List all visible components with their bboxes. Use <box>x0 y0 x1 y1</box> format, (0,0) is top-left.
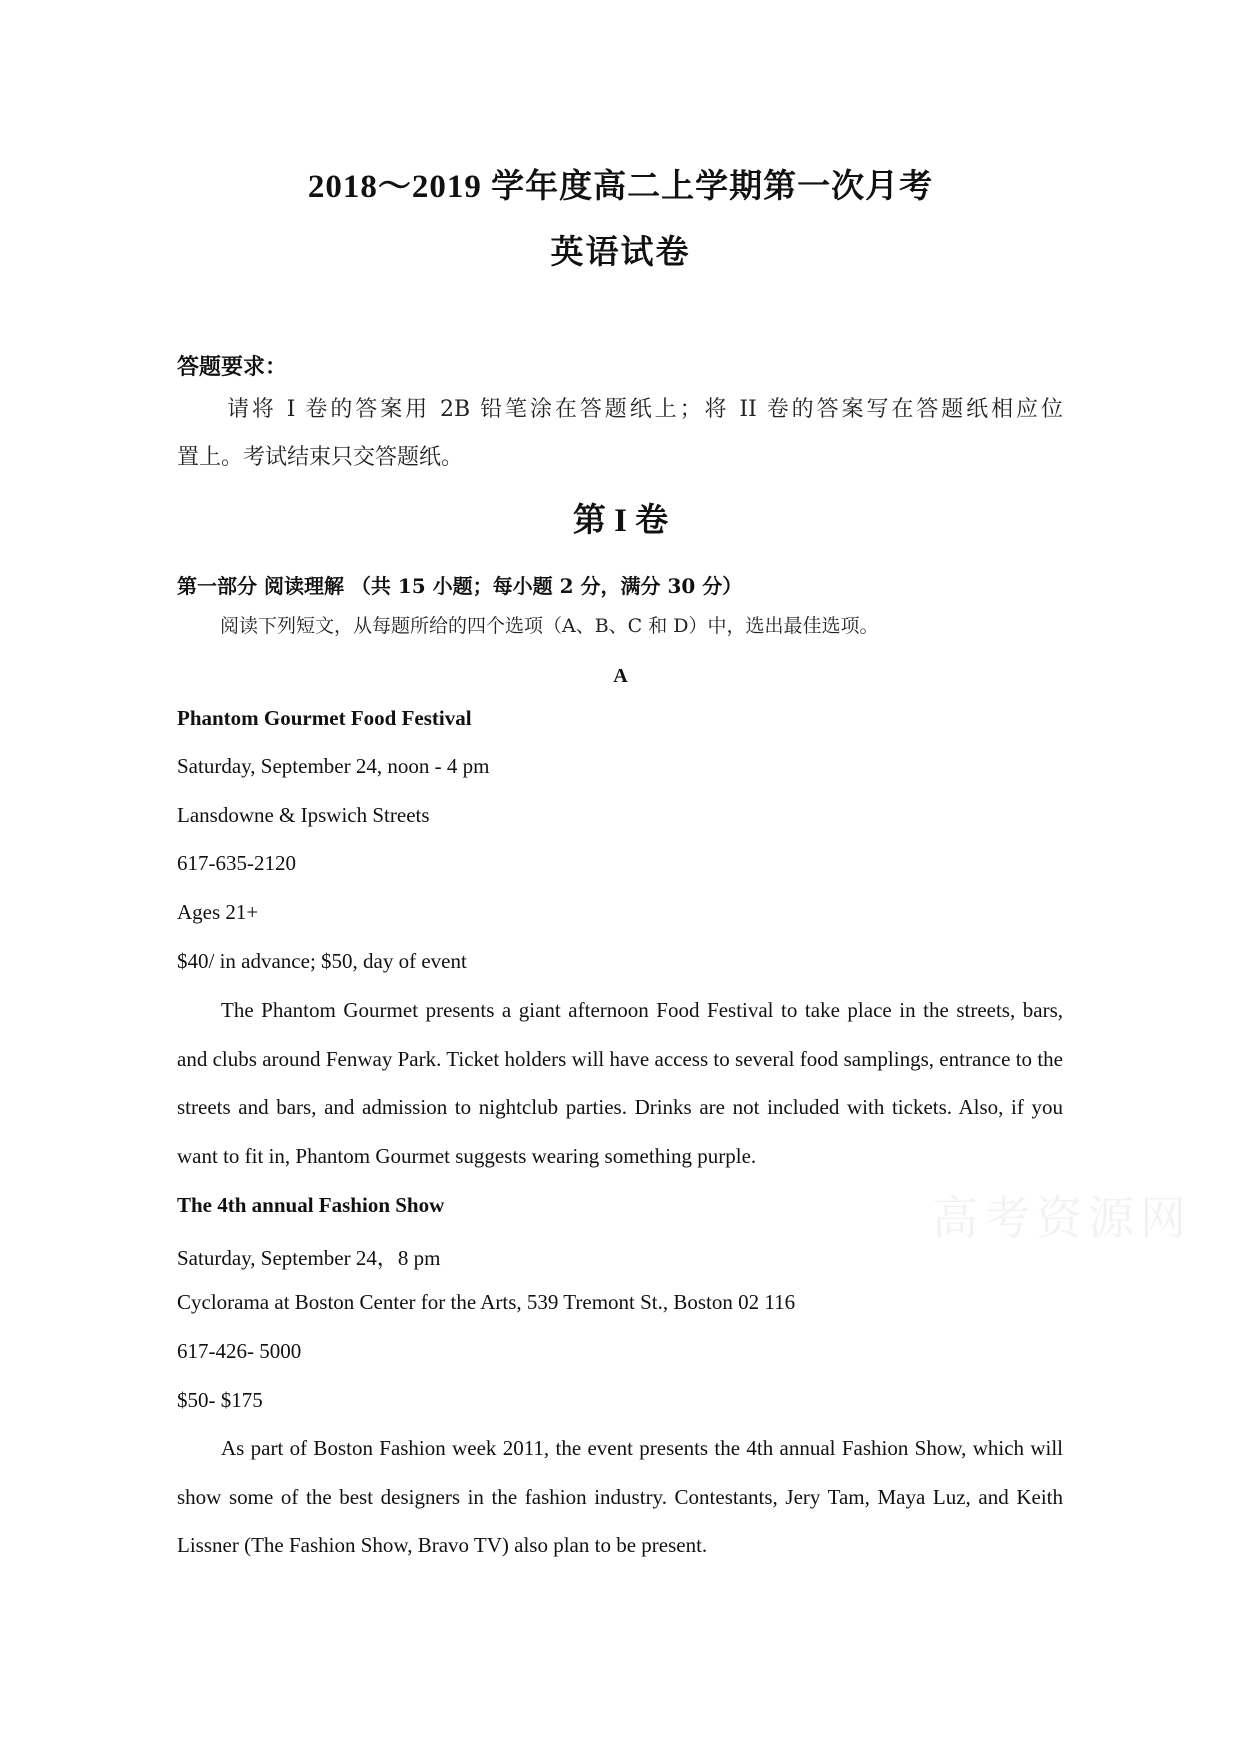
event1-description-text: The Phantom Gourmet presents a giant afternoon Food Festival to take place in the streets, bars, and clubs around Fenway Park. Ticket holders will have access to several food samplings, entrance to the streets and bars, and admission to nightclub parties. Drinks are not included with tickets. Also, if you want to fit in, Phantom Gourmet suggests wearing something purple. <box>177 998 1063 1169</box>
requirements-line-2: 置上。考试结束只交答题纸。 <box>177 445 464 470</box>
event2-description-text: As part of Boston Fashion week 2011, the event presents the 4th annual Fashion Show, which will show some of the best designers in the fashion industry. Contestants, Jery Tam, Maya Luz, and Keith Lissner (The Fashion Show, Bravo TV) also plan to be present. <box>177 1436 1063 1558</box>
watermark: 高考资源网 <box>932 1191 1192 1245</box>
exam-subtitle: 英语试卷 <box>550 235 691 271</box>
event2-phone: 617-426- 5000 <box>177 1339 302 1363</box>
event2-date: Saturday, September 24，8 pm <box>177 1246 441 1270</box>
volume-title: 第 I 卷 <box>572 503 669 539</box>
event2-description <box>177 1424 1063 1570</box>
event1-description <box>177 986 1063 1181</box>
event1-price: $40/ in advance; $50, day of event <box>177 949 467 973</box>
requirements-line-1: 请将 I 卷的答案用 2B 铅笔涂在答题纸上；将 II 卷的答案写在答题纸相应位 <box>227 397 1063 422</box>
event2-location: Cyclorama at Boston Center for the Arts, 539 Tremont St., Boston 02 116 <box>177 1290 796 1314</box>
section-letter: A <box>613 665 628 687</box>
event2-price: $50- $175 <box>177 1388 263 1412</box>
event1-ages: Ages 21+ <box>177 900 259 924</box>
event2-name: The 4th annual Fashion Show <box>177 1193 445 1217</box>
event1-name: Phantom Gourmet Food Festival <box>177 706 472 730</box>
exam-title: 2018～2019 学年度高二上学期第一次月考 <box>307 169 934 205</box>
event1-phone: 617-635-2120 <box>177 851 296 875</box>
reading-instruction: 阅读下列短文，从每题所给的四个选项（A、B、C 和 D）中，选出最佳选项。 <box>220 615 879 637</box>
event1-date: Saturday, September 24, noon - 4 pm <box>177 754 490 778</box>
event1-location: Lansdowne & Ipswich Streets <box>177 803 430 827</box>
requirements-heading: 答题要求： <box>177 355 288 380</box>
part-title: 第一部分 阅读理解 （共 15 小题；每小题 2 分，满分 30 分） <box>177 574 743 598</box>
